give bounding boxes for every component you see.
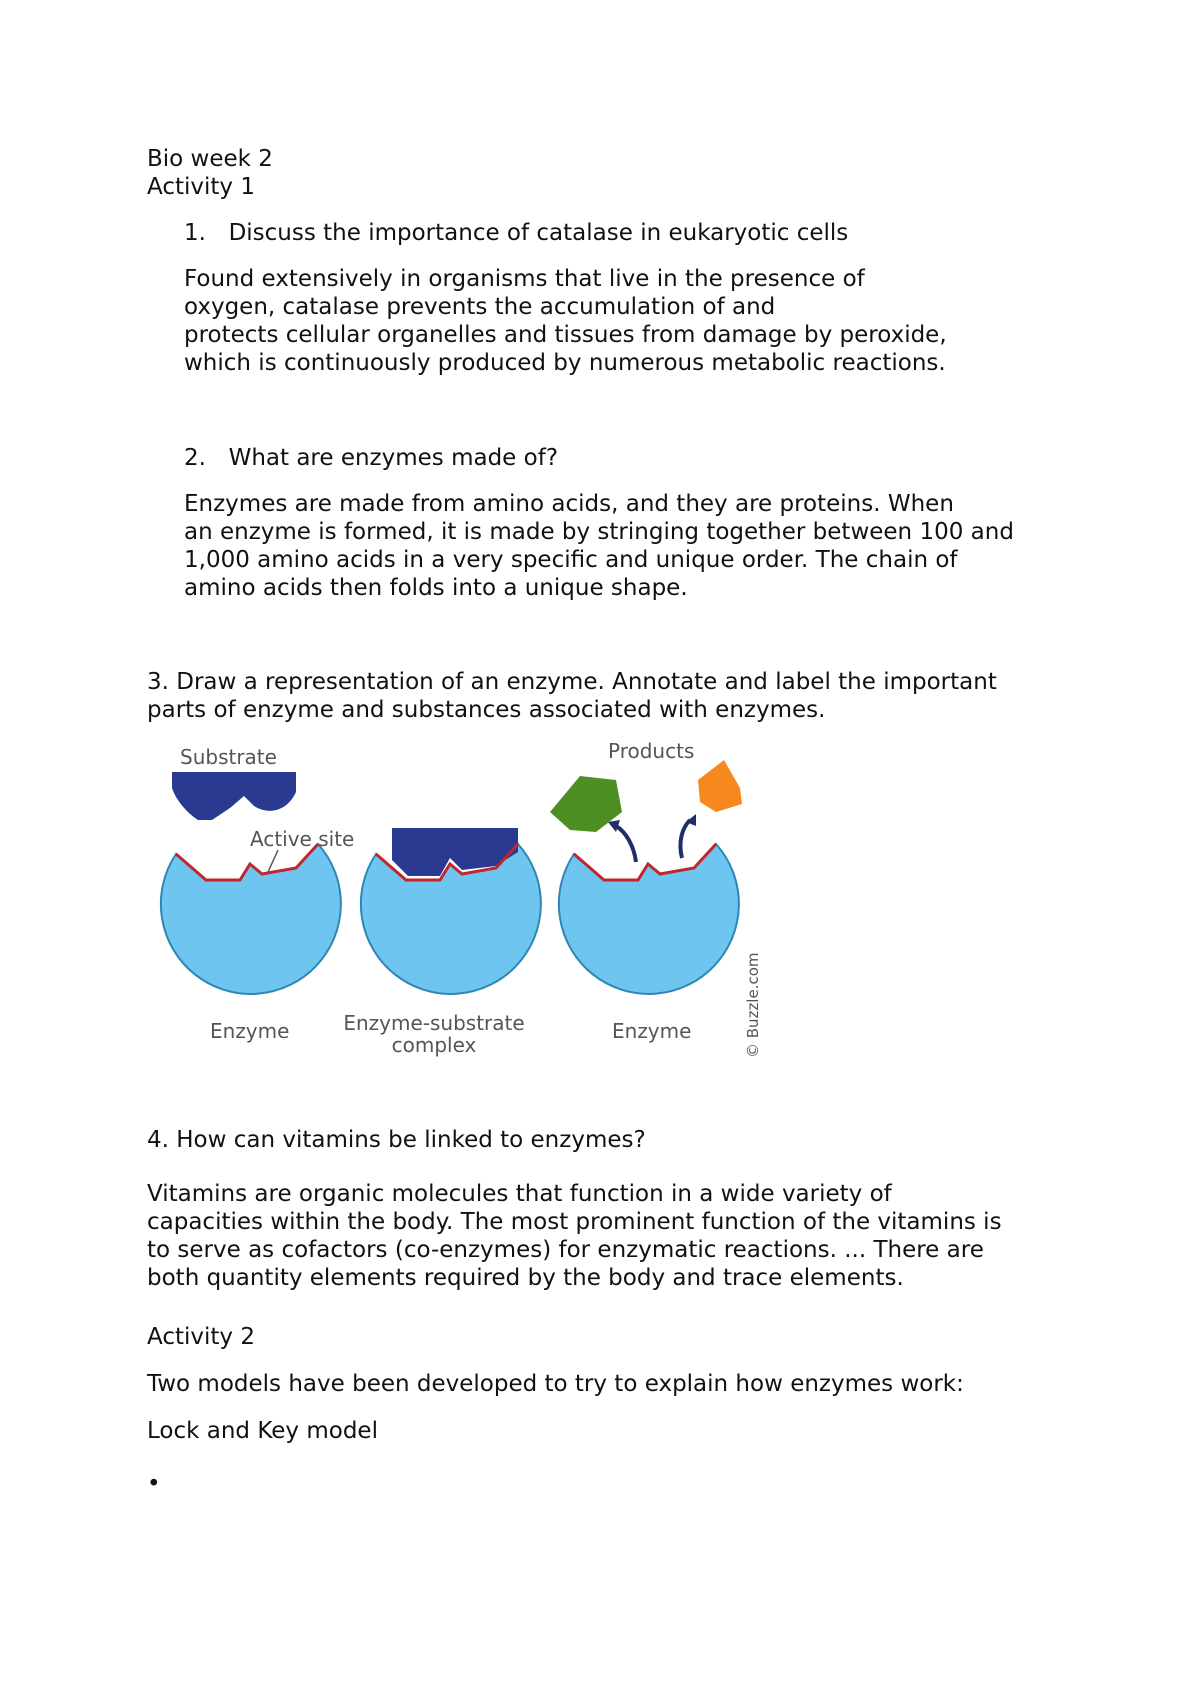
answer-4-line: Vitamins are organic molecules that function in a wide variety of	[147, 1181, 892, 1207]
answer-2-line: amino acids then folds into a unique shape.	[184, 575, 688, 601]
lock-key-heading: Lock and Key model	[147, 1418, 378, 1444]
complex-label-line-1: Enzyme-substrate	[343, 1011, 525, 1035]
answer-1-line: protects cellular organelles and tissues from damage by peroxide,	[184, 322, 947, 348]
answer-1-line: which is continuously produced by numerous metabolic reactions.	[184, 350, 946, 376]
answer-1	[184, 265, 947, 377]
answer-1-line: oxygen, catalase prevents the accumulation of and	[184, 294, 776, 320]
enzyme-diagram	[150, 728, 770, 1068]
products-label: Products	[608, 739, 695, 763]
question-1-text: Discuss the importance of catalase in eukaryotic cells	[228, 220, 849, 246]
answer-4-line: capacities within the body. The most prominent function of the vitamins is	[147, 1209, 1002, 1235]
question-2	[184, 444, 558, 472]
product-orange-shape	[698, 760, 742, 812]
active-site-label: Active site	[250, 827, 355, 851]
active-site-pointer	[268, 850, 278, 872]
document-title: Bio week 2	[147, 146, 273, 172]
answer-4	[147, 1180, 1002, 1292]
image-credit: © Buzzle.com	[744, 952, 762, 1058]
substrate-label: Substrate	[180, 745, 277, 769]
question-1	[184, 219, 848, 247]
answer-2-line: an enzyme is formed, it is made by stringing together between 100 and	[184, 519, 1014, 545]
bullet-point: •	[147, 1471, 161, 1497]
activity-2-heading: Activity 2	[147, 1324, 255, 1350]
question-2-text: What are enzymes made of?	[228, 445, 559, 471]
arrow-left-icon	[616, 826, 636, 862]
arrow-right-icon	[680, 820, 690, 858]
activity-1-heading: Activity 1	[147, 174, 255, 200]
enzyme-2-label: Enzyme	[612, 1019, 692, 1043]
answer-4-line: both quantity elements required by the body and trace elements.	[147, 1265, 904, 1291]
question-4: 4. How can vitamins be linked to enzymes?	[147, 1127, 646, 1153]
answer-1-line: Found extensively in organisms that live in the presence of	[184, 266, 865, 292]
substrate-shape	[172, 772, 296, 820]
question-3	[147, 668, 997, 724]
models-intro: Two models have been developed to try to explain how enzymes work:	[147, 1371, 964, 1397]
complex-label-line-2: complex	[391, 1033, 477, 1057]
answer-2-line: Enzymes are made from amino acids, and they are proteins. When	[184, 491, 954, 517]
question-3-line: parts of enzyme and substances associated with enzymes.	[147, 697, 826, 723]
enzyme-1-label: Enzyme	[210, 1019, 290, 1043]
question-1-number: 1.	[184, 220, 206, 246]
answer-2-line: 1,000 amino acids in a very specific and unique order. The chain of	[184, 547, 958, 573]
answer-4-line: to serve as cofactors (co-enzymes) for enzymatic reactions. ... There are	[147, 1237, 984, 1263]
question-2-number: 2.	[184, 445, 206, 471]
question-3-line: 3. Draw a representation of an enzyme. Annotate and label the important	[147, 669, 997, 695]
answer-2	[184, 490, 1014, 602]
